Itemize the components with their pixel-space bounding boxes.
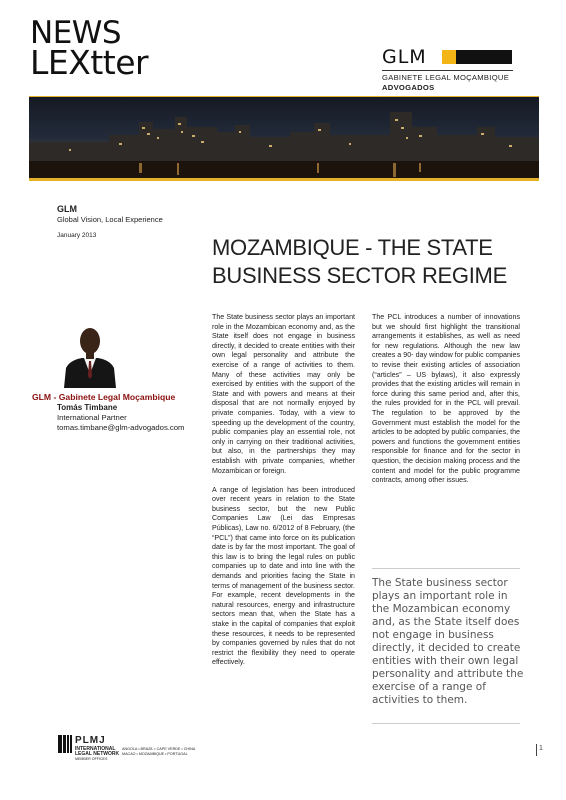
banner-bottom-rule <box>29 178 539 181</box>
logo-name: GLM <box>382 46 427 68</box>
logo-subtitle2: ADVOGADOS <box>382 83 435 92</box>
pull-quote: The State business sector plays an important role in the Mozambican economy and, as the State itself does not engage in business directly, it decided to create entities with their own legal personality and attribute the exercise of a range of activities to them. <box>372 577 524 706</box>
logo-accent <box>442 50 456 64</box>
article-column-2 <box>372 313 520 495</box>
city-skyline-banner <box>29 97 539 179</box>
plmj-name: PLMJ <box>75 735 106 746</box>
sidebar-tagline: Global Vision, Local Experience <box>57 215 163 224</box>
plmj-line1: INTERNATIONAL <box>75 746 116 752</box>
article-paragraph: A range of legislation has been introduced over recent years in relation to the State business sector, but the new Public Companies Law (Lei das Empresas Públicas), Law no. 6/2012 of 8 February, (the “PCL”) that came into force on its publication date is by far the most important. The goal of this law is to bring the legal rules on public companies up to date and into line with the demands and priorities facing the State in terms of management of the business sector. For example, recent developments in the natural resources, energy and infrastructure sectors mean that, when the State has a stake in the capital of companies that exploit these resources, it needs to be represented by companies governed by rules that do not restrict the flexibility they need to operate effectively. <box>212 485 355 667</box>
countries-line1: ANGOLA • BRAZIL • CAPE VERDE • CHINA <box>122 747 196 751</box>
pull-quote-rule-top <box>372 568 520 569</box>
countries-line2: MACAO • MOZAMBIQUE • PORTUGAL <box>122 752 188 756</box>
plmj-line3: MEMBER OFFICES <box>75 757 108 761</box>
masthead-line1: NEWS <box>30 15 122 51</box>
sidebar-org: GLM <box>57 204 77 214</box>
pull-quote-rule-bottom <box>372 723 520 724</box>
member-countries <box>122 747 222 757</box>
page-number-rule <box>536 744 537 756</box>
author-email[interactable]: tomas.timbane@glm-advogados.com <box>57 423 185 432</box>
glm-logo <box>382 46 522 92</box>
title-line2: BUSINESS SECTOR REGIME <box>212 263 507 288</box>
page-number: 1 <box>539 745 543 752</box>
author-name: Tomás Timbane <box>57 403 118 412</box>
masthead-line2: LEXtter <box>30 43 149 82</box>
title-line1: MOZAMBIQUE - THE STATE <box>212 235 493 260</box>
logo-subtitle: GABINETE LEGAL MOÇAMBIQUE <box>382 73 510 82</box>
skyline-image <box>29 97 539 179</box>
article-title <box>212 234 542 290</box>
logo-bar <box>442 50 512 64</box>
author-portrait <box>60 318 120 388</box>
newsletter-masthead <box>30 15 200 82</box>
author-firm: GLM - Gabinete Legal Moçambique <box>32 392 176 402</box>
plmj-mark-icon <box>58 735 72 753</box>
issue-date: January 2013 <box>57 232 97 239</box>
article-paragraph: The State business sector plays an important role in the Mozambican economy and, as the State itself does not engage in business directly, it decided to create entities with their own legal personality and attribute the exercise of a range of activities to them. Many of these activities may only be exercised by entities with the support of the State and with powers and means at their disposal that are not normally enjoyed by private companies. Today, with a view to speeding up the development of the country, public companies play an essential role, not only in carrying on their traditional activities, but also, in the partnerships they may establish with private companies, whether Mozambican or foreign. <box>212 313 355 475</box>
logo-rule <box>382 70 513 71</box>
plmj-line2: LEGAL NETWORK <box>75 751 120 757</box>
author-photo <box>60 318 120 388</box>
article-column-1 <box>212 313 355 678</box>
article-paragraph: The PCL introduces a number of innovations but we should first highlight the transitional arrangements it establishes, as well as need for new regulations. Although the new law creates a 90- day window for public companies to revise their existing articles of association (“articles” – US bylaws), it also expressly provides that the existing articles will remain in force during this same period and, after this, the rules provided for in the PCL will prevail. The regulation to be approved by the Government must establish the model for the articles to be adopted by public companies, the powers and functions the government entities responsible for finance and for the sector in question, the decision making process and the content and model for the public programme contracts, among other issues. <box>372 313 520 485</box>
author-role: International Partner <box>57 413 127 422</box>
